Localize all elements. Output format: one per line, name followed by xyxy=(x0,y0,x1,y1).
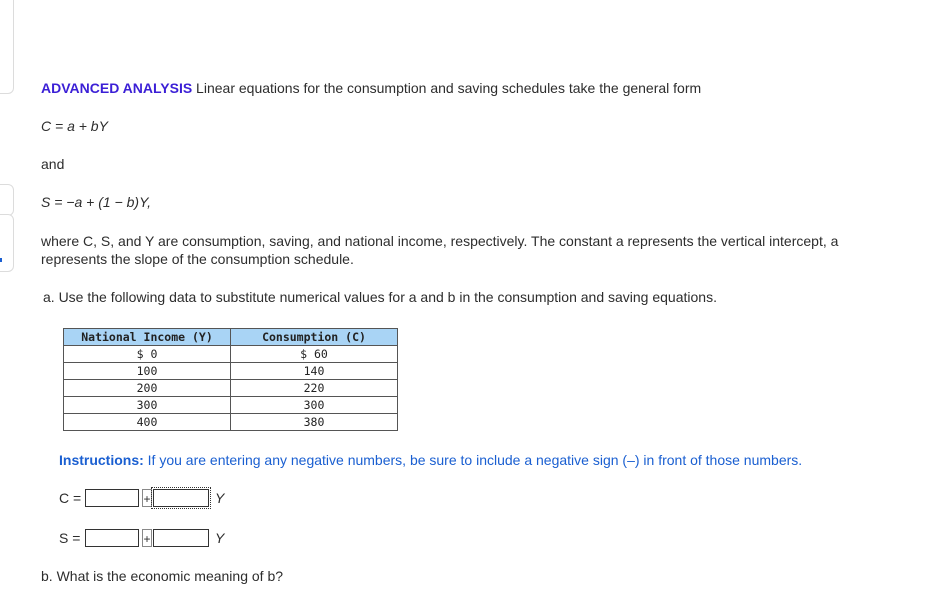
left-panel-card-top xyxy=(0,0,14,94)
income-cell: 300 xyxy=(64,397,231,414)
part-a-prompt: a. Use the following data to substitute numerical values for a and b in the consumption and saving equations. xyxy=(43,289,717,305)
saving-equation-y: Y, xyxy=(139,194,152,210)
income-cell: 100 xyxy=(64,363,231,380)
table-row xyxy=(64,363,398,380)
s-slope-input[interactable] xyxy=(153,529,209,547)
table-row xyxy=(64,380,398,397)
definition-line-1: where C, S, and Y are consumption, saving, and national income, respectively. The constant a represents the vertical intercept, a xyxy=(41,233,839,249)
consumption-answer-row xyxy=(59,487,224,509)
s-sign-toggle[interactable]: + xyxy=(142,529,152,547)
instructions-text: If you are entering any negative numbers, be sure to include a negative sign (–) in front of those numbers. xyxy=(143,452,803,468)
c-slope-input[interactable] xyxy=(153,489,209,507)
column-header-consumption: Consumption (C) xyxy=(231,329,398,346)
column-header-national-income: National Income (Y) xyxy=(64,329,231,346)
income-cell: 400 xyxy=(64,414,231,431)
c-intercept-input[interactable] xyxy=(85,489,139,507)
saving-answer-row xyxy=(59,527,224,549)
table-row xyxy=(64,414,398,431)
intro-text: Linear equations for the consumption and saving schedules take the general form xyxy=(192,80,702,96)
part-b-prompt: b. What is the economic meaning of b? xyxy=(41,568,284,584)
c-sign-toggle[interactable]: + xyxy=(142,489,152,507)
left-panel-indicator xyxy=(0,258,2,262)
instructions-label: Instructions: xyxy=(59,452,144,468)
income-cell: $ 0 xyxy=(64,346,231,363)
consumption-cell: $ 60 xyxy=(231,346,398,363)
left-panel-card-middle xyxy=(0,184,14,216)
data-table xyxy=(63,328,398,431)
consumption-cell: 220 xyxy=(231,380,398,397)
advanced-analysis-label: ADVANCED ANALYSIS xyxy=(41,80,193,96)
saving-equation xyxy=(41,193,151,211)
s-equals-label: S = xyxy=(59,530,81,546)
table-row xyxy=(64,346,398,363)
s-intercept-input[interactable] xyxy=(85,529,139,547)
table-header-row xyxy=(64,329,398,346)
consumption-cell: 380 xyxy=(231,414,398,431)
table-row xyxy=(64,397,398,414)
and-text: and xyxy=(41,156,65,172)
consumption-cell: 140 xyxy=(231,363,398,380)
s-y-variable: Y xyxy=(215,530,225,546)
income-cell: 200 xyxy=(64,380,231,397)
saving-equation-main: S = −a + (1 − b) xyxy=(41,194,140,210)
c-equals-label: C = xyxy=(59,490,82,506)
c-y-variable: Y xyxy=(215,490,225,506)
consumption-equation: C = a + bY xyxy=(41,118,108,134)
consumption-cell: 300 xyxy=(231,397,398,414)
instructions xyxy=(59,452,802,468)
definition-line-2: represents the slope of the consumption schedule. xyxy=(41,251,354,267)
intro-paragraph xyxy=(41,79,701,97)
left-panel-card-lower xyxy=(0,214,14,272)
